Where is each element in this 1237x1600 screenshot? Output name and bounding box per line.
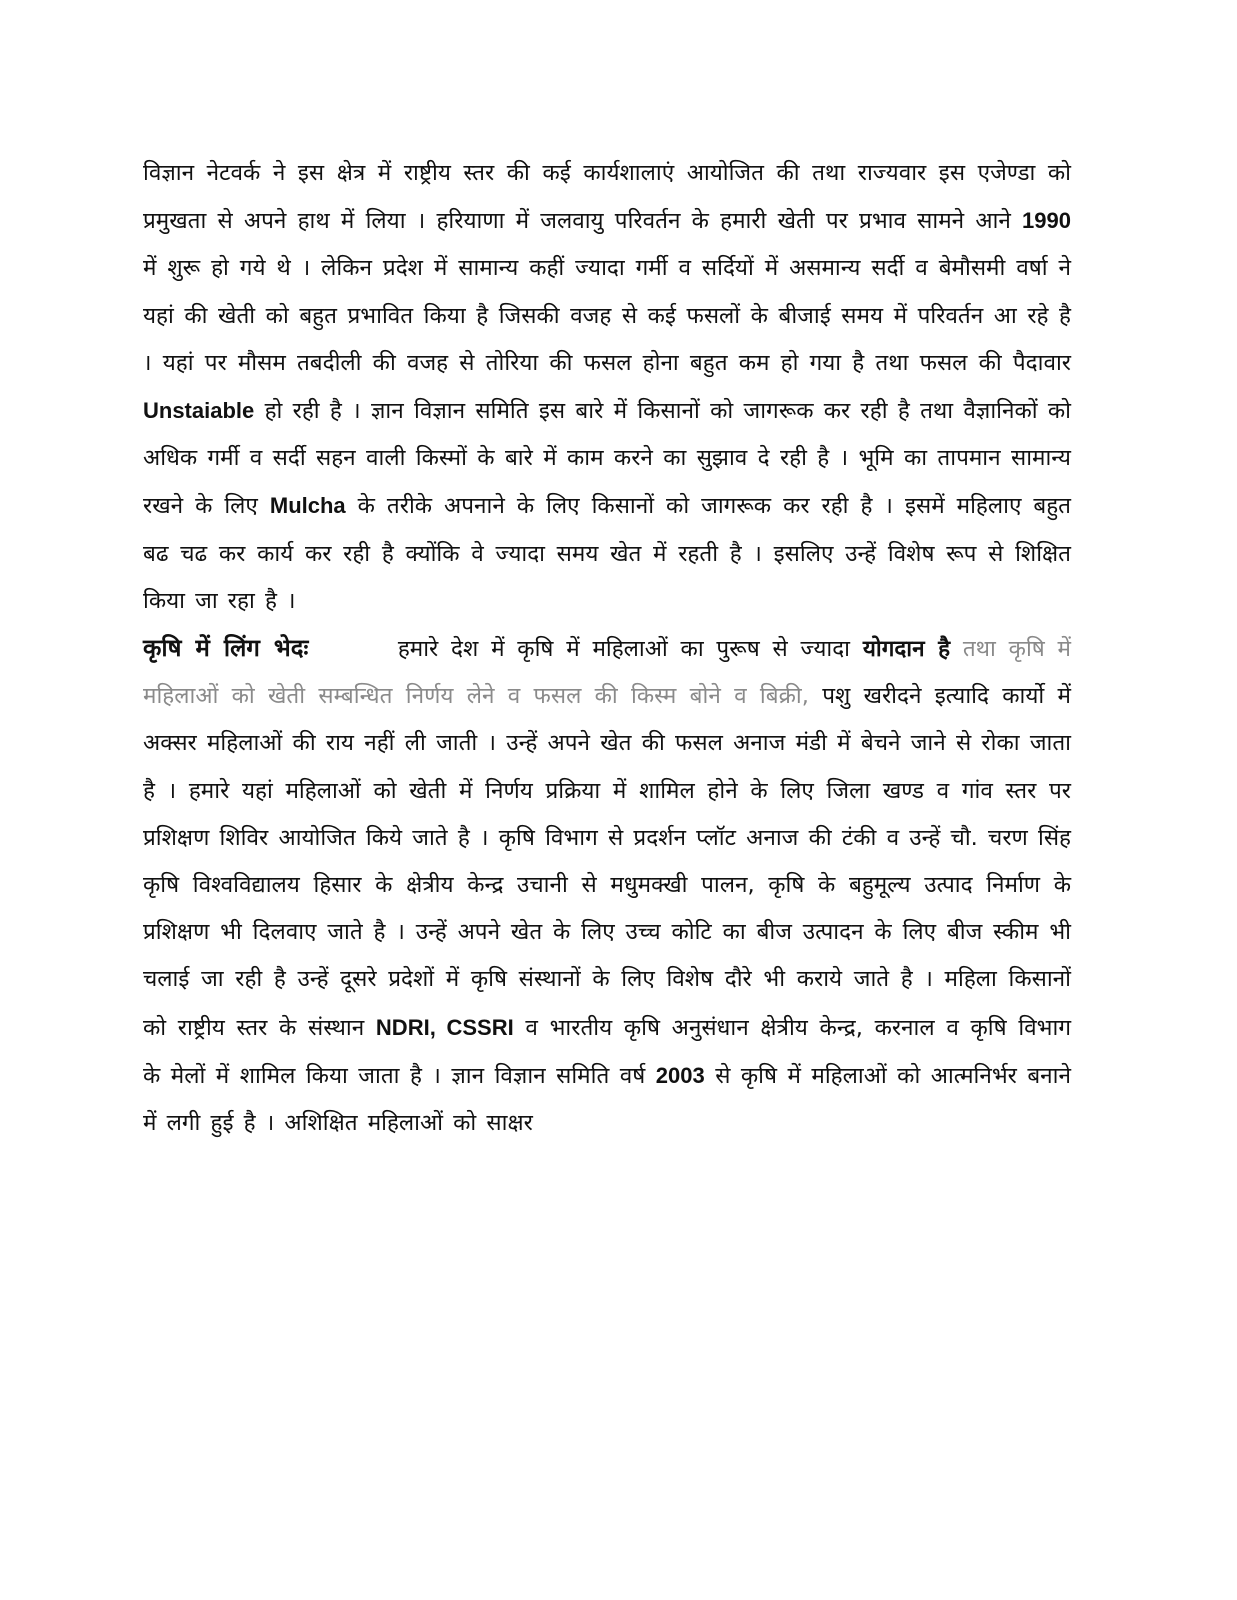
year-2003: 2003 [655,1062,705,1088]
paragraph-gender-discrimination [143,625,1071,1147]
paragraph-climate-change [143,150,1071,625]
paragraph1-text-1: विज्ञान नेटवर्क ने इस क्षेत्र में राष्ट्रीय स्तर की कई कार्यशालाएं आयोजित की तथा राज्यवार इस एजेण्डा को प्रमुखता से अपने हाथ में लिया । हरियाणा में जलवायु परिवर्तन के हमारी खेती पर प्रभाव सामने आने [143,160,1071,235]
term-mulcha: Mulcha [269,493,346,519]
paragraph1-text-4: के तरीके अपनाने के लिए किसानों को जागरूक कर रही है । इसमें महिलाए बहुत बढ चढ कर कार्य कर रही है क्योंकि वे ज्यादा समय खेत में रहती है । इसलिए उन्हें विशेष रूप से शिक्षित किया जा रहा है । [143,493,1072,614]
paragraph2-text-1: हमारे देश में कृषि में महिलाओं का पुरूष से ज्यादा [397,636,851,663]
gray-phrase: तथा कृषि में महिलाओं को खेती सम्बन्धित निर्णय लेने व फसल की किस्म बोने व बिक्री, [143,636,1072,710]
section-heading: कृषि में लिंग भेदः [143,634,309,663]
paragraph2-text-4: से कृषि में महिलाओं को आत्मनिर्भर बनाने में लगी हुई है । अशिक्षित महिलाओं को साक्षर [143,1062,1071,1137]
paragraph2-text-3: व भारतीय कृषि अनुसंधान क्षेत्रीय केन्द्र, करनाल व कृषि विभाग के मेलों में शामिल किया जाता है । ज्ञान विज्ञान समिति वर्ष [143,1014,1071,1089]
paragraph1-text-2: में शुरू हो गये थे । लेकिन प्रदेश में सामान्य कहीं ज्यादा गर्मी व सर्दियों में असमान्य सर्दी व बेमौसमी वर्षा ने यहां की खेती को बहुत प्रभावित किया है जिसकी वजह से कई फसलों के बीजाई समय में परिवर्तन आ रहे है । यहां पर मौसम तबदीली की वजह से तोरिया की फसल होना बहुत कम हो गया है तथा फसल की पैदावार [143,255,1071,376]
term-unstaiable: Unstaiable [143,398,255,424]
paragraph1-text-3: हो रही है । ज्ञान विज्ञान समिति इस बारे में किसानों को जागरूक कर रही है तथा वैज्ञानिकों को अधिक गर्मी व सर्दी सहन वाली किस्मों के बारे में काम करने का सुझाव दे रही है । भूमि का तापमान सामान्य रखने के लिए [143,398,1072,520]
institutes-ndri-cssri: NDRI, CSSRI [375,1014,514,1040]
paragraph2-text-2: पशु खरीदने इत्यादि कार्यो में अक्सर महिलाओं की राय नहीं ली जाती । उन्हें अपने खेत की फसल अनाज मंडी में बेचने जाने से रोका जाता है । हमारे यहां महिलाओं को खेती में निर्णय प्रक्रिया में शामिल होने के लिए जिला खण्ड व गांव स्तर पर प्रशिक्षण शिविर आयोजित किये जाते है । कृषि विभाग से प्रदर्शन प्लॉट अनाज की टंकी व उन्हें चौ. चरण सिंह कृषि विश्वविद्यालय हिसार के क्षेत्रीय केन्द्र उचानी से मधुमक्खी पालन, कृषि के बहुमूल्य उत्पाद निर्माण के प्रशिक्षण भी दिलवाए जाते है । उन्हें अपने खेत के लिए उच्च कोटि का बीज उत्पादन के लिए बीज स्कीम भी चलाई जा रही है उन्हें दूसरे प्रदेशों में कृषि संस्थानों के लिए विशेष दौरे भी कराये जाते है । महिला किसानों को राष्ट्रीय स्तर के संस्थान [143,683,1071,1041]
bold-phrase: योगदान है [862,636,951,663]
document-page [143,150,1071,1450]
year-1990: 1990 [1022,208,1071,234]
